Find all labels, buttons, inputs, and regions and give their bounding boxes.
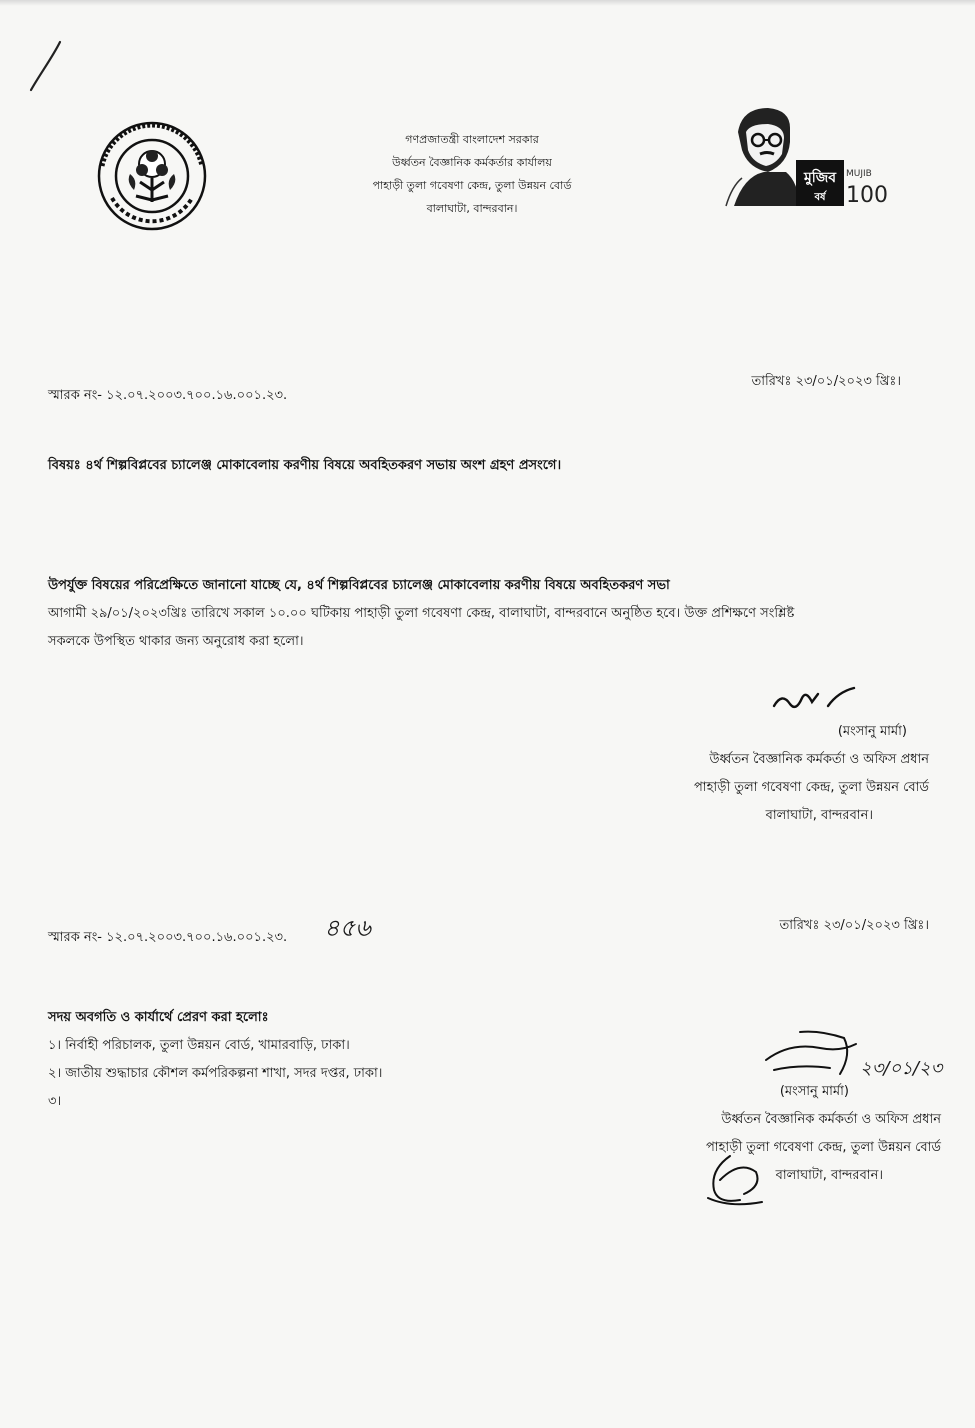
- svg-text:100: 100: [846, 183, 888, 208]
- header-centre-name: পাহাড়ী তুলা গবেষণা কেন্দ্র, তুলা উন্নয়ন বোর্ড: [372, 179, 572, 192]
- handwritten-initials: [700, 1150, 770, 1210]
- body-line: আগামী ২৯/০১/২০২৩খ্রিঃ তারিখে সকাল ১০.০০ ঘটিকায় পাহাড়ী তুলা গবেষণা কেন্দ্র, বালাঘাটা, বান্দরবানে অনুষ্ঠিত হবে। উক্ত প্রশিক্ষণে সংশ্লিষ্ট: [48, 606, 795, 621]
- list-item: ২। জাতীয় শুদ্ধাচার কৌশল কর্মপরিকল্পনা শাখা, সদর দপ্তর, ঢাকা।: [48, 1066, 383, 1081]
- mujib-borsho-100-emblem-icon: [724, 102, 888, 210]
- signatory-address: বালাঘাটা, বান্দরবান।: [765, 808, 873, 823]
- subject-line: বিষয়ঃ ৪র্থ শিল্পবিপ্লবের চ্যালেঞ্জ মোকাবেলায় করণীয় বিষয়ে অবহিতকরণ সভায় অংশ গ্রহণ প্রসংগে।: [48, 458, 562, 473]
- svg-text:মুজিব: মুজিব: [803, 170, 837, 186]
- handwritten-signature: [768, 684, 860, 720]
- distribution-list: [48, 1004, 382, 1116]
- handwritten-date: ২৩/০১/২৩: [860, 1058, 943, 1079]
- handwritten-dispatch-number: ৪৫৬: [324, 914, 371, 942]
- list-item: ১। নির্বাহী পরিচালক, তুলা উন্নয়ন বোর্ড, খামারবাড়ি, ঢাকা।: [48, 1038, 350, 1053]
- header-office-title: উর্ধ্বতন বৈজ্ঞানিক কর্মকর্তার কার্যালয়: [392, 156, 552, 169]
- signatory-office: পাহাড়ী তুলা গবেষণা কেন্দ্র, তুলা উন্নয়ন বোর্ড: [705, 1140, 941, 1155]
- body-line: উপর্যুক্ত বিষয়ের পরিপ্রেক্ষিতে জানানো যাচ্ছে যে, ৪র্থ শিল্পবিপ্লবের চ্যালেঞ্জ মোকাবেলায় করণীয় বিষয়ে অবহিতকরণ সভা: [48, 578, 670, 593]
- header-government: গণপ্রজাতন্ত্রী বাংলাদেশ সরকার: [405, 133, 539, 146]
- list-item: ৩।: [48, 1094, 62, 1109]
- cotton-board-seal-icon: [96, 120, 208, 232]
- memo-date: তারিখঃ ২৩/০১/২০২৩ খ্রিঃ।: [751, 374, 901, 389]
- signatory-designation: উর্ধ্বতন বৈজ্ঞানিক কর্মকর্তা ও অফিস প্রধান: [721, 1112, 941, 1127]
- distribution-heading: সদয় অবগতি ও কার্যার্থে প্রেরণ করা হলোঃ: [48, 1010, 269, 1025]
- page-top-edge: [0, 0, 975, 6]
- signatory-address: বালাঘাটা, বান্দরবান।: [775, 1168, 883, 1183]
- body-paragraph: [48, 572, 948, 656]
- memo-date: তারিখঃ ২৩/০১/২০২৩ খ্রিঃ।: [779, 918, 929, 933]
- office-header: [322, 128, 622, 220]
- signatory-name: (মংসানু মার্মা): [779, 1084, 849, 1099]
- header-address: বালাঘাটা, বান্দরবান।: [426, 202, 518, 215]
- memo-ref-number: স্মারক নং- ১২.০৭.২০০৩.৭০০.১৬.০০১.২৩.: [48, 930, 288, 945]
- svg-text:MUJIB: MUJIB: [846, 169, 872, 179]
- signatory-name: (মংসানু মার্মা): [837, 724, 907, 739]
- signatory-designation: উর্ধ্বতন বৈজ্ঞানিক কর্মকর্তা ও অফিস প্রধান: [709, 752, 929, 767]
- memo-ref-number: স্মারক নং- ১২.০৭.২০০৩.৭০০.১৬.০০১.২৩.: [48, 388, 288, 403]
- body-line: সকলকে উপস্থিত থাকার জন্য অনুরোধ করা হলো।: [48, 634, 304, 649]
- signature-block: [694, 718, 929, 830]
- pen-mark: [26, 38, 66, 94]
- signatory-office: পাহাড়ী তুলা গবেষণা কেন্দ্র, তুলা উন্নয়ন বোর্ড: [693, 780, 929, 795]
- svg-text:বর্ষ: বর্ষ: [814, 192, 826, 203]
